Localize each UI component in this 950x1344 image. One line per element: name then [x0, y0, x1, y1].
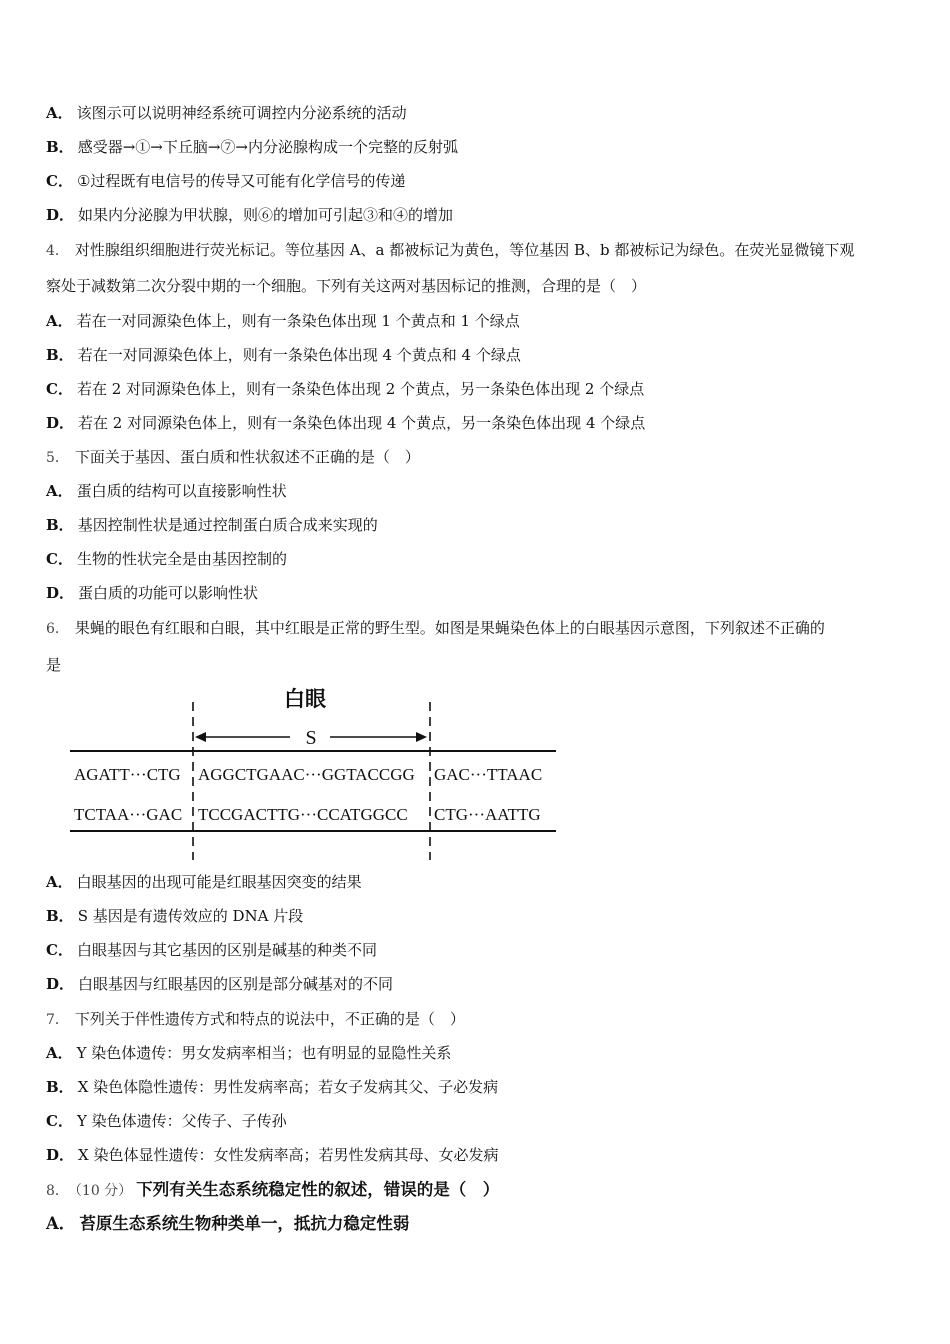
question-text: 下列有关生态系统稳定性的叙述，错误的是（ ） [136, 1180, 500, 1199]
option-letter: B． [46, 346, 74, 364]
q7-stem [46, 1009, 465, 1030]
question-text: 下面关于基因、蛋白质和性状叙述不正确的是（ ） [74, 448, 420, 466]
top-strand-right: GAC···TTAAC [434, 765, 543, 784]
option-text: 生物的性状完全是由基因控制的 [76, 550, 287, 568]
question-text: 察处于减数第二次分裂中期的一个细胞。下列有关这两对基因标记的推测，合理的是（ ） [46, 277, 647, 295]
white-eye-gene-figure [68, 684, 560, 860]
option-text: 如果内分泌腺为甲状腺，则⑥的增加可引起③和④的增加 [78, 206, 454, 224]
option-text: ①过程既有电信号的传导又可能有化学信号的传递 [76, 172, 406, 190]
q4-option-b [46, 345, 521, 365]
option-letter: A． [46, 482, 73, 500]
option-letter: B． [46, 1078, 74, 1096]
option-letter: D． [46, 414, 75, 432]
q3-option-b [46, 137, 458, 157]
q7-option-b [46, 1077, 498, 1097]
option-text: 白眼基因与红眼基因的区别是部分碱基对的不同 [78, 975, 394, 993]
bottom-strand-left: TCTAA···GAC [74, 805, 183, 824]
option-text: S 基因是有遗传效应的 DNA 片段 [77, 907, 304, 925]
option-text: X 染色体显性遗传：女性发病率高；若男性发病其母、女必发病 [78, 1146, 499, 1164]
question-text: 下列关于伴性遗传方式和特点的说法中，不正确的是（ ） [74, 1010, 465, 1028]
segment-label: S [305, 727, 317, 749]
question-number: 7． [46, 1012, 69, 1028]
q5-option-d [46, 583, 258, 603]
q7-option-d [46, 1145, 498, 1165]
q5-option-b [46, 515, 378, 535]
q4-option-a [46, 311, 520, 331]
question-number: 5． [46, 450, 69, 466]
question-number: 6． [46, 621, 69, 637]
q7-option-c [46, 1111, 287, 1131]
option-text: Y 染色体遗传：男女发病率相当；也有明显的显隐性关系 [76, 1044, 452, 1062]
bottom-strand-right: CTG···AATTG [434, 805, 541, 824]
dna-diagram [68, 684, 560, 860]
option-text: 若在一对同源染色体上，则有一条染色体出现 4 个黄点和 4 个绿点 [77, 346, 521, 364]
option-letter: A． [46, 873, 73, 891]
question-number: 4． [46, 243, 69, 259]
option-letter: C． [46, 941, 73, 959]
q6-option-a [46, 872, 362, 892]
option-text: 蛋白质的结构可以直接影响性状 [76, 482, 287, 500]
q5-stem [46, 447, 420, 468]
arrow-head-left-icon [195, 732, 206, 742]
q6-stem-line1 [46, 618, 825, 639]
option-text: 基因控制性状是通过控制蛋白质合成来实现的 [77, 516, 378, 534]
option-text: 感受器→①→下丘脑→⑦→内分泌腺构成一个完整的反射弧 [77, 138, 458, 156]
q5-option-c [46, 549, 287, 569]
option-letter: D． [46, 975, 75, 993]
q8-option-a [46, 1214, 409, 1234]
bottom-strand-gene: TCCGACTTG···CCATGGCC [198, 805, 408, 824]
option-text: 若在一对同源染色体上，则有一条染色体出现 1 个黄点和 1 个绿点 [76, 312, 520, 330]
option-letter: B． [46, 138, 74, 156]
q7-option-a [46, 1043, 451, 1063]
question-text: 对性腺组织细胞进行荧光标记。等位基因 A、a 都被标记为黄色，等位基因 B、b 都被标记为绿色。在荧光显微镜下观 [74, 241, 855, 259]
option-letter: B． [46, 516, 74, 534]
top-strand-gene: AGGCTGAAC···GGTACCGG [198, 765, 415, 784]
question-text: 果蝇的眼色有红眼和白眼，其中红眼是正常的野生型。如图是果蝇染色体上的白眼基因示意图，下列叙述不正确的 [74, 619, 825, 637]
q6-option-b [46, 906, 303, 926]
arrow-head-right-icon [416, 732, 427, 742]
option-text: 若在 2 对同源染色体上，则有一条染色体出现 4 个黄点，另一条染色体出现 4 个绿点 [78, 414, 646, 432]
option-letter: C． [46, 1112, 73, 1130]
figure-title: 白眼 [284, 687, 326, 711]
option-letter: A． [46, 1214, 76, 1233]
q4-stem-line2 [46, 276, 646, 296]
option-text: 白眼基因的出现可能是红眼基因突变的结果 [76, 873, 362, 891]
q8-stem [46, 1180, 499, 1201]
option-text: 白眼基因与其它基因的区别是碱基的种类不同 [76, 941, 377, 959]
top-strand-left: AGATT···CTG [74, 765, 181, 784]
question-points: （10 分） [74, 1183, 133, 1199]
q5-option-a [46, 481, 287, 501]
q4-option-d [46, 413, 645, 433]
option-text: 若在 2 对同源染色体上，则有一条染色体出现 2 个黄点，另一条染色体出现 2 个绿点 [76, 380, 645, 398]
question-number: 8． [46, 1183, 69, 1199]
option-letter: C． [46, 172, 73, 190]
option-letter: A． [46, 104, 73, 122]
q6-option-c [46, 940, 377, 960]
q3-option-c [46, 171, 405, 191]
q4-option-c [46, 379, 644, 399]
option-letter: A． [46, 1044, 73, 1062]
option-text: 该图示可以说明神经系统可调控内分泌系统的活动 [76, 104, 407, 122]
q3-option-d [46, 205, 453, 225]
option-text: Y 染色体遗传：父传子、子传孙 [76, 1112, 287, 1130]
option-text: X 染色体隐性遗传：男性发病率高；若女子发病其父、子必发病 [77, 1078, 499, 1096]
option-letter: D． [46, 584, 75, 602]
option-letter: A． [46, 312, 73, 330]
q3-option-a [46, 103, 407, 123]
q6-option-d [46, 974, 393, 994]
option-text: 苔原生态系统生物种类单一，抵抗力稳定性弱 [79, 1214, 410, 1233]
option-letter: C． [46, 550, 73, 568]
question-text: 是 [46, 656, 62, 674]
option-letter: C． [46, 380, 73, 398]
q6-stem-line2 [46, 655, 61, 675]
q4-stem-line1 [46, 240, 854, 261]
option-letter: D． [46, 1146, 75, 1164]
option-text: 蛋白质的功能可以影响性状 [78, 584, 259, 602]
option-letter: B． [46, 907, 74, 925]
option-letter: D． [46, 206, 75, 224]
